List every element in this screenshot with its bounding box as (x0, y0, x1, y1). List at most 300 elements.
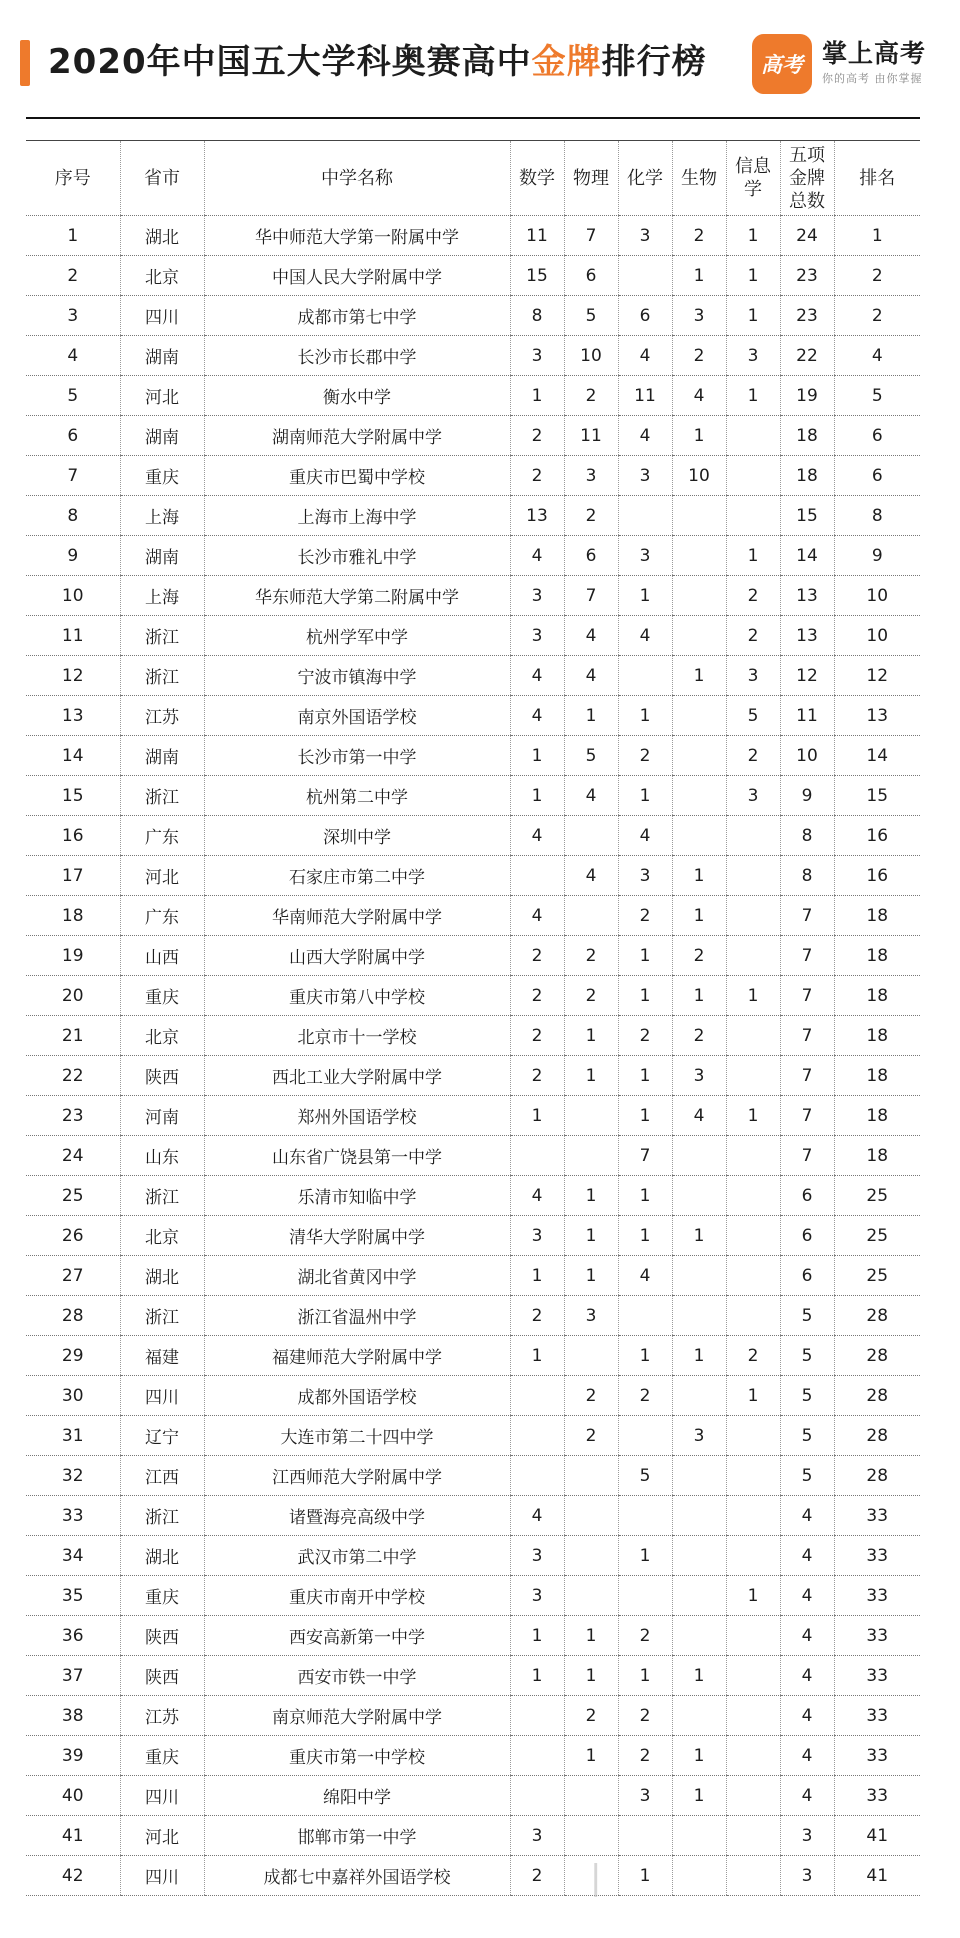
cell-col-rank: 4 (834, 336, 920, 376)
cell-col-seq: 13 (26, 696, 120, 736)
cell-col-school: 南京师范大学附属中学 (204, 1696, 510, 1736)
cell-col-seq: 22 (26, 1056, 120, 1096)
cell-col-rank: 16 (834, 816, 920, 856)
table-row (26, 1656, 920, 1696)
cell-col-seq: 16 (26, 816, 120, 856)
header-col-province: 省市 (120, 141, 204, 216)
cell-col-math: 3 (510, 1216, 564, 1256)
cell-col-informatics (726, 1856, 780, 1896)
cell-col-total: 9 (780, 776, 834, 816)
cell-col-rank: 33 (834, 1656, 920, 1696)
cell-col-total: 13 (780, 616, 834, 656)
cell-col-biology (672, 616, 726, 656)
cell-col-biology (672, 1616, 726, 1656)
cell-col-total: 5 (780, 1336, 834, 1376)
cell-col-math: 1 (510, 1336, 564, 1376)
table-row (26, 1536, 920, 1576)
cell-col-math: 2 (510, 456, 564, 496)
cell-col-biology: 1 (672, 416, 726, 456)
table-row (26, 696, 920, 736)
cell-col-informatics (726, 456, 780, 496)
cell-col-math: 13 (510, 496, 564, 536)
cell-col-school: 绵阳中学 (204, 1776, 510, 1816)
cell-col-informatics: 2 (726, 1336, 780, 1376)
cell-col-informatics: 5 (726, 696, 780, 736)
cell-col-math (510, 1696, 564, 1736)
cell-col-seq: 5 (26, 376, 120, 416)
cell-col-math: 1 (510, 376, 564, 416)
cell-col-informatics: 3 (726, 776, 780, 816)
cell-col-chemistry: 6 (618, 296, 672, 336)
header-col-informatics: 信息学 (726, 141, 780, 216)
cell-col-seq: 14 (26, 736, 120, 776)
cell-col-province: 山西 (120, 936, 204, 976)
cell-col-physics: 2 (564, 496, 618, 536)
cell-col-math: 1 (510, 1096, 564, 1136)
title-accent-bar (20, 40, 30, 86)
cell-col-physics: 3 (564, 1296, 618, 1336)
cell-col-math (510, 1736, 564, 1776)
cell-col-total: 7 (780, 1136, 834, 1176)
cell-col-math: 4 (510, 696, 564, 736)
cell-col-total: 6 (780, 1216, 834, 1256)
cell-col-rank: 25 (834, 1256, 920, 1296)
cell-col-seq: 6 (26, 416, 120, 456)
table-row (26, 1176, 920, 1216)
cell-col-rank: 10 (834, 616, 920, 656)
cell-col-seq: 7 (26, 456, 120, 496)
cell-col-province: 重庆 (120, 1576, 204, 1616)
cell-col-biology (672, 1496, 726, 1536)
cell-col-school: 华东师范大学第二附属中学 (204, 576, 510, 616)
cell-col-total: 11 (780, 696, 834, 736)
cell-col-math: 1 (510, 776, 564, 816)
cell-col-province: 四川 (120, 296, 204, 336)
ranking-table (26, 140, 920, 1896)
cell-col-total: 4 (780, 1576, 834, 1616)
cell-col-total: 19 (780, 376, 834, 416)
cell-col-total: 18 (780, 456, 834, 496)
cell-col-informatics (726, 1296, 780, 1336)
cell-col-school: 长沙市第一中学 (204, 736, 510, 776)
cell-col-physics (564, 896, 618, 936)
cell-col-seq: 34 (26, 1536, 120, 1576)
cell-col-seq: 25 (26, 1176, 120, 1216)
cell-col-rank: 41 (834, 1856, 920, 1896)
cell-col-informatics (726, 1816, 780, 1856)
cell-col-physics: 5 (564, 296, 618, 336)
cell-col-school: 北京市十一学校 (204, 1016, 510, 1056)
brand-name: 掌上高考 (822, 39, 927, 68)
cell-col-seq: 18 (26, 896, 120, 936)
cell-col-math: 3 (510, 1816, 564, 1856)
cell-col-informatics (726, 1016, 780, 1056)
cell-col-math (510, 1136, 564, 1176)
table-row (26, 1056, 920, 1096)
cell-col-rank: 41 (834, 1816, 920, 1856)
cell-col-total: 7 (780, 1096, 834, 1136)
cell-col-math: 1 (510, 1616, 564, 1656)
cell-col-physics: 1 (564, 1216, 618, 1256)
cell-col-biology: 1 (672, 1216, 726, 1256)
table-row (26, 536, 920, 576)
cell-col-math: 2 (510, 976, 564, 1016)
header-col-biology: 生物 (672, 141, 726, 216)
cell-col-math: 11 (510, 216, 564, 256)
cell-col-school: 重庆市第一中学校 (204, 1736, 510, 1776)
cell-col-seq: 11 (26, 616, 120, 656)
cell-col-biology: 1 (672, 856, 726, 896)
table-row (26, 1416, 920, 1456)
cell-col-chemistry: 4 (618, 1256, 672, 1296)
cell-col-province: 江苏 (120, 696, 204, 736)
cell-col-province: 湖南 (120, 536, 204, 576)
cell-col-biology: 3 (672, 1416, 726, 1456)
header-col-seq: 序号 (26, 141, 120, 216)
cell-col-school: 长沙市长郡中学 (204, 336, 510, 376)
cell-col-seq: 38 (26, 1696, 120, 1736)
brand-logo-icon (752, 34, 812, 94)
cell-col-school: 宁波市镇海中学 (204, 656, 510, 696)
cell-col-biology (672, 776, 726, 816)
table-row (26, 416, 920, 456)
cell-col-physics: 1 (564, 1616, 618, 1656)
cell-col-biology: 1 (672, 1336, 726, 1376)
cell-col-physics: 11 (564, 416, 618, 456)
header-col-rank: 排名 (834, 141, 920, 216)
header-col-total: 五项金牌总数 (780, 141, 834, 216)
cell-col-province: 广东 (120, 816, 204, 856)
cell-col-biology: 2 (672, 216, 726, 256)
cell-col-informatics (726, 1176, 780, 1216)
cell-col-province: 浙江 (120, 656, 204, 696)
cell-col-physics (564, 1336, 618, 1376)
cell-col-seq: 31 (26, 1416, 120, 1456)
cell-col-rank: 33 (834, 1776, 920, 1816)
header-col-school: 中学名称 (204, 141, 510, 216)
cell-col-school: 浙江省温州中学 (204, 1296, 510, 1336)
cell-col-physics: 5 (564, 736, 618, 776)
cell-col-informatics (726, 416, 780, 456)
cell-col-chemistry: 1 (618, 1216, 672, 1256)
cell-col-physics (564, 1536, 618, 1576)
cell-col-chemistry (618, 1576, 672, 1616)
title-suffix: 排行榜 (601, 42, 707, 82)
cell-col-informatics (726, 816, 780, 856)
cell-col-biology (672, 1696, 726, 1736)
cell-col-chemistry: 2 (618, 896, 672, 936)
cell-col-informatics: 2 (726, 736, 780, 776)
cell-col-informatics (726, 1736, 780, 1776)
cell-col-province: 重庆 (120, 1736, 204, 1776)
cell-col-chemistry: 2 (618, 1696, 672, 1736)
cell-col-informatics (726, 856, 780, 896)
cell-col-chemistry: 1 (618, 1656, 672, 1696)
table-row (26, 616, 920, 656)
cell-col-province: 上海 (120, 496, 204, 536)
cell-col-total: 5 (780, 1456, 834, 1496)
cell-col-biology: 1 (672, 976, 726, 1016)
cell-col-province: 湖南 (120, 736, 204, 776)
cell-col-total: 4 (780, 1616, 834, 1656)
header-col-chemistry: 化学 (618, 141, 672, 216)
cell-col-chemistry: 2 (618, 1376, 672, 1416)
table-row (26, 256, 920, 296)
table-row (26, 1376, 920, 1416)
cell-col-informatics (726, 1456, 780, 1496)
cell-col-physics: 4 (564, 776, 618, 816)
cell-col-chemistry: 1 (618, 1176, 672, 1216)
cell-col-physics (564, 1856, 618, 1896)
cell-col-physics: 1 (564, 1656, 618, 1696)
cell-col-chemistry: 1 (618, 576, 672, 616)
cell-col-school: 山东省广饶县第一中学 (204, 1136, 510, 1176)
cell-col-math: 4 (510, 1176, 564, 1216)
cell-col-province: 江苏 (120, 1696, 204, 1736)
cell-col-chemistry: 7 (618, 1136, 672, 1176)
table-row (26, 1216, 920, 1256)
cell-col-physics (564, 1776, 618, 1816)
cell-col-informatics (726, 1656, 780, 1696)
cell-col-total: 4 (780, 1736, 834, 1776)
cell-col-school: 石家庄市第二中学 (204, 856, 510, 896)
watermark: | (590, 1858, 606, 1898)
cell-col-informatics: 1 (726, 296, 780, 336)
cell-col-seq: 29 (26, 1336, 120, 1376)
cell-col-chemistry: 4 (618, 616, 672, 656)
cell-col-rank: 33 (834, 1736, 920, 1776)
cell-col-rank: 18 (834, 1056, 920, 1096)
cell-col-math: 3 (510, 576, 564, 616)
cell-col-informatics: 2 (726, 616, 780, 656)
table-row (26, 776, 920, 816)
cell-col-seq: 10 (26, 576, 120, 616)
table-row (26, 856, 920, 896)
cell-col-rank: 18 (834, 976, 920, 1016)
cell-col-seq: 9 (26, 536, 120, 576)
cell-col-seq: 28 (26, 1296, 120, 1336)
cell-col-school: 华中师范大学第一附属中学 (204, 216, 510, 256)
cell-col-seq: 24 (26, 1136, 120, 1176)
table-row (26, 1496, 920, 1536)
cell-col-school: 杭州学军中学 (204, 616, 510, 656)
cell-col-physics: 7 (564, 576, 618, 616)
cell-col-total: 4 (780, 1656, 834, 1696)
cell-col-biology (672, 576, 726, 616)
cell-col-informatics (726, 936, 780, 976)
cell-col-seq: 2 (26, 256, 120, 296)
cell-col-chemistry: 1 (618, 936, 672, 976)
cell-col-rank: 18 (834, 1016, 920, 1056)
cell-col-biology: 2 (672, 936, 726, 976)
cell-col-informatics (726, 496, 780, 536)
cell-col-chemistry (618, 656, 672, 696)
cell-col-biology (672, 1256, 726, 1296)
title-highlight: 金牌 (531, 42, 602, 82)
cell-col-province: 湖南 (120, 336, 204, 376)
table-row (26, 1816, 920, 1856)
cell-col-school: 江西师范大学附属中学 (204, 1456, 510, 1496)
cell-col-informatics: 1 (726, 1096, 780, 1136)
cell-col-seq: 17 (26, 856, 120, 896)
cell-col-chemistry: 4 (618, 336, 672, 376)
cell-col-rank: 28 (834, 1376, 920, 1416)
cell-col-total: 15 (780, 496, 834, 536)
cell-col-biology: 1 (672, 1736, 726, 1776)
table-row (26, 1776, 920, 1816)
cell-col-math (510, 1376, 564, 1416)
table-row (26, 736, 920, 776)
cell-col-math (510, 856, 564, 896)
cell-col-province: 四川 (120, 1376, 204, 1416)
cell-col-chemistry (618, 256, 672, 296)
cell-col-math: 2 (510, 416, 564, 456)
cell-col-seq: 42 (26, 1856, 120, 1896)
cell-col-rank: 18 (834, 1096, 920, 1136)
cell-col-informatics (726, 896, 780, 936)
page-title (48, 36, 707, 88)
cell-col-province: 山东 (120, 1136, 204, 1176)
cell-col-seq: 15 (26, 776, 120, 816)
cell-col-math: 4 (510, 896, 564, 936)
cell-col-total: 24 (780, 216, 834, 256)
cell-col-chemistry: 1 (618, 1336, 672, 1376)
cell-col-chemistry: 1 (618, 1536, 672, 1576)
cell-col-school: 大连市第二十四中学 (204, 1416, 510, 1456)
table-row (26, 456, 920, 496)
cell-col-physics: 1 (564, 1176, 618, 1216)
cell-col-math (510, 1776, 564, 1816)
brand-subtitle: 你的高考 由你掌握 (822, 72, 923, 85)
table-row (26, 1296, 920, 1336)
page-header (0, 0, 960, 118)
cell-col-physics: 1 (564, 696, 618, 736)
cell-col-province: 湖北 (120, 216, 204, 256)
cell-col-math: 3 (510, 336, 564, 376)
cell-col-math: 15 (510, 256, 564, 296)
cell-col-seq: 30 (26, 1376, 120, 1416)
cell-col-informatics (726, 1056, 780, 1096)
cell-col-informatics (726, 1416, 780, 1456)
cell-col-school: 湖北省黄冈中学 (204, 1256, 510, 1296)
cell-col-physics (564, 1816, 618, 1856)
cell-col-rank: 18 (834, 1136, 920, 1176)
cell-col-rank: 18 (834, 936, 920, 976)
cell-col-seq: 27 (26, 1256, 120, 1296)
cell-col-school: 成都外国语学校 (204, 1376, 510, 1416)
cell-col-math: 3 (510, 1576, 564, 1616)
table-row (26, 816, 920, 856)
cell-col-chemistry: 2 (618, 1616, 672, 1656)
cell-col-physics: 7 (564, 216, 618, 256)
cell-col-biology (672, 536, 726, 576)
cell-col-rank: 33 (834, 1536, 920, 1576)
table-row (26, 1456, 920, 1496)
cell-col-rank: 28 (834, 1296, 920, 1336)
cell-col-school: 清华大学附属中学 (204, 1216, 510, 1256)
cell-col-physics: 2 (564, 1416, 618, 1456)
cell-col-school: 福建师范大学附属中学 (204, 1336, 510, 1376)
table-row (26, 1136, 920, 1176)
cell-col-province: 辽宁 (120, 1416, 204, 1456)
cell-col-informatics (726, 1256, 780, 1296)
cell-col-biology (672, 1856, 726, 1896)
cell-col-seq: 20 (26, 976, 120, 1016)
cell-col-biology (672, 1576, 726, 1616)
cell-col-province: 浙江 (120, 616, 204, 656)
cell-col-school: 成都市第七中学 (204, 296, 510, 336)
cell-col-chemistry: 11 (618, 376, 672, 416)
cell-col-seq: 41 (26, 1816, 120, 1856)
cell-col-math (510, 1416, 564, 1456)
cell-col-school: 衡水中学 (204, 376, 510, 416)
cell-col-total: 3 (780, 1856, 834, 1896)
cell-col-province: 湖南 (120, 416, 204, 456)
cell-col-biology: 1 (672, 1776, 726, 1816)
cell-col-seq: 3 (26, 296, 120, 336)
cell-col-province: 北京 (120, 256, 204, 296)
cell-col-chemistry: 4 (618, 416, 672, 456)
cell-col-total: 6 (780, 1256, 834, 1296)
cell-col-informatics (726, 1616, 780, 1656)
cell-col-province: 湖北 (120, 1256, 204, 1296)
cell-col-informatics: 3 (726, 336, 780, 376)
cell-col-chemistry: 1 (618, 776, 672, 816)
cell-col-total: 22 (780, 336, 834, 376)
cell-col-province: 河北 (120, 1816, 204, 1856)
cell-col-rank: 33 (834, 1496, 920, 1536)
cell-col-seq: 36 (26, 1616, 120, 1656)
cell-col-chemistry: 2 (618, 736, 672, 776)
cell-col-province: 广东 (120, 896, 204, 936)
cell-col-informatics: 1 (726, 976, 780, 1016)
cell-col-province: 陕西 (120, 1056, 204, 1096)
cell-col-informatics (726, 1216, 780, 1256)
cell-col-seq: 1 (26, 216, 120, 256)
cell-col-math: 2 (510, 1296, 564, 1336)
cell-col-province: 北京 (120, 1016, 204, 1056)
cell-col-school: 山西大学附属中学 (204, 936, 510, 976)
cell-col-chemistry (618, 1416, 672, 1456)
cell-col-chemistry: 2 (618, 1736, 672, 1776)
cell-col-school: 武汉市第二中学 (204, 1536, 510, 1576)
cell-col-school: 成都七中嘉祥外国语学校 (204, 1856, 510, 1896)
cell-col-informatics: 1 (726, 1376, 780, 1416)
cell-col-biology (672, 816, 726, 856)
cell-col-province: 福建 (120, 1336, 204, 1376)
cell-col-rank: 18 (834, 896, 920, 936)
table-row (26, 1096, 920, 1136)
cell-col-chemistry: 4 (618, 816, 672, 856)
cell-col-physics (564, 1096, 618, 1136)
cell-col-rank: 6 (834, 416, 920, 456)
cell-col-total: 18 (780, 416, 834, 456)
cell-col-math: 1 (510, 1656, 564, 1696)
cell-col-chemistry: 1 (618, 696, 672, 736)
cell-col-physics: 1 (564, 1056, 618, 1096)
cell-col-biology: 4 (672, 1096, 726, 1136)
table-row (26, 216, 920, 256)
cell-col-physics: 4 (564, 856, 618, 896)
cell-col-biology: 10 (672, 456, 726, 496)
cell-col-math: 2 (510, 936, 564, 976)
cell-col-rank: 25 (834, 1176, 920, 1216)
cell-col-province: 陕西 (120, 1616, 204, 1656)
cell-col-school: 西安高新第一中学 (204, 1616, 510, 1656)
cell-col-total: 6 (780, 1176, 834, 1216)
cell-col-rank: 14 (834, 736, 920, 776)
cell-col-school: 西安市铁一中学 (204, 1656, 510, 1696)
